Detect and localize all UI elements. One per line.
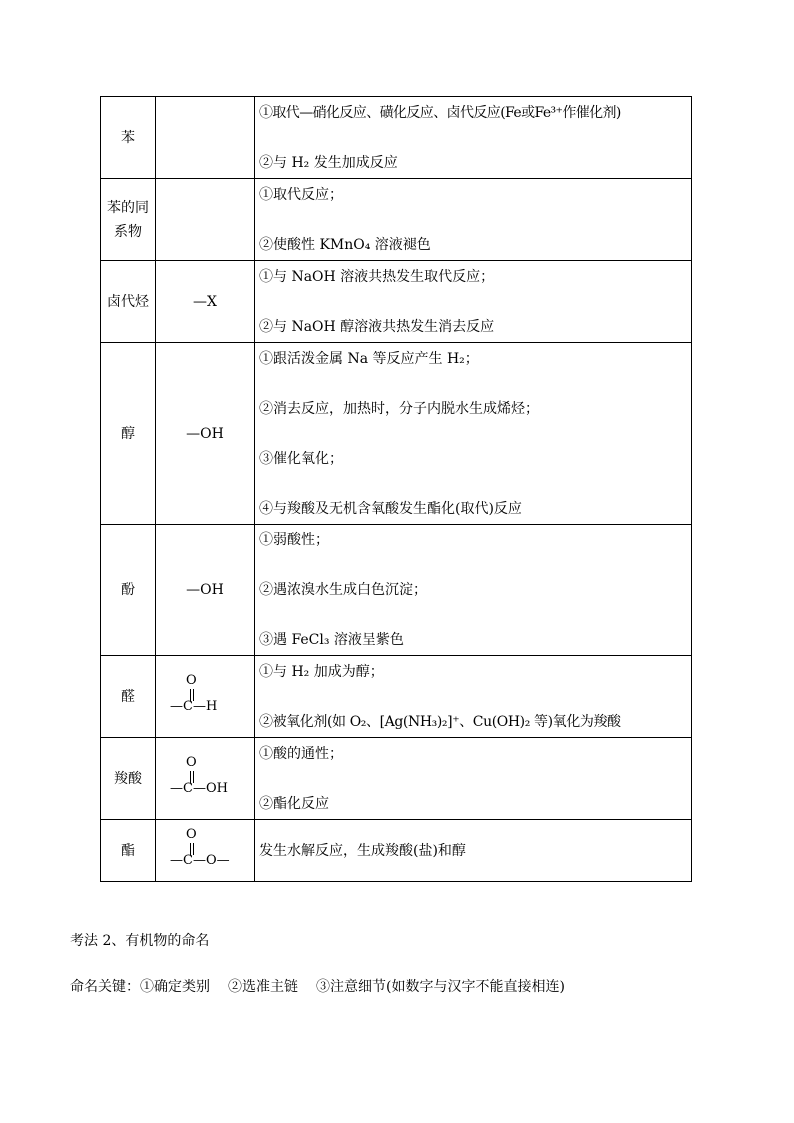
property-line: ②酯化反应: [259, 795, 329, 812]
property-line: ①弱酸性；: [259, 532, 329, 548]
functional-group: —X: [156, 261, 255, 343]
table-row: [101, 343, 692, 525]
naming-keys: [70, 976, 565, 996]
compound-name: 酯: [101, 820, 156, 882]
table-row: [101, 525, 692, 656]
table-row: [101, 656, 692, 738]
compound-name: 羧酸: [101, 738, 156, 820]
property-line: ②遇浓溴水生成白色沉淀；: [259, 582, 427, 598]
table-row: [101, 738, 692, 820]
properties-cell: [255, 738, 692, 820]
functional-group: [156, 656, 255, 738]
functional-group: [156, 820, 255, 882]
aldehyde-structure: O —C—H: [170, 672, 218, 714]
table-row: [101, 820, 692, 882]
property-line: ①跟活泼金属 Na 等反应产生 H₂；: [259, 350, 479, 367]
functional-group-table: [100, 96, 692, 882]
table-row: [101, 261, 692, 343]
table-row: [101, 97, 692, 179]
property-line: ①与 H₂ 加成为醇；: [259, 663, 384, 680]
table-row: [101, 179, 692, 261]
functional-group: [156, 738, 255, 820]
naming-key: ③注意细节(如数字与汉字不能直接相连): [316, 979, 565, 995]
naming-keys-label: 命名关键：: [70, 979, 140, 995]
property-line: ②与 H₂ 发生加成反应: [259, 154, 398, 171]
properties-cell: [255, 525, 692, 656]
property-line: ②被氧化剂(如 O₂、[Ag(NH₃)₂]⁺、Cu(OH)₂ 等)氧化为羧酸: [259, 713, 621, 730]
property-line: ③遇 FeCl₃ 溶液呈紫色: [259, 632, 404, 648]
property-line: ③催化氧化；: [259, 450, 343, 467]
compound-name: 苯的同系物: [101, 179, 156, 261]
properties-cell: [255, 656, 692, 738]
property-line: ①与 NaOH 溶液共热发生取代反应；: [259, 268, 495, 285]
property-line: ④与羧酸及无机含氧酸发生酯化(取代)反应: [259, 500, 522, 517]
compound-name: 苯: [101, 97, 156, 179]
functional-group: —OH: [156, 525, 255, 656]
property-line: ①取代—硝化反应、磺化反应、卤代反应(Fe或Fe³⁺作催化剂): [259, 104, 621, 121]
property-line: ②与 NaOH 醇溶液共热发生消去反应: [259, 318, 495, 335]
properties-cell: [255, 261, 692, 343]
property-line: 发生水解反应，生成羧酸(盐)和醇: [259, 842, 466, 859]
compound-name: 卤代烃: [101, 261, 156, 343]
properties-cell: [255, 343, 692, 525]
ester-structure: O —C—O—: [170, 826, 230, 868]
compound-name: 酚: [101, 525, 156, 656]
property-line: ①酸的通性；: [259, 745, 343, 762]
property-line: ①取代反应；: [259, 186, 343, 203]
property-line: ②使酸性 KMnO₄ 溶液褪色: [259, 236, 431, 253]
property-line: ②消去反应，加热时，分子内脱水生成烯烃；: [259, 400, 539, 417]
functional-group: —OH: [156, 343, 255, 525]
properties-cell: [255, 820, 692, 882]
carboxyl-structure: O —C—OH: [170, 754, 228, 796]
compound-name: 醇: [101, 343, 156, 525]
functional-group: [156, 179, 255, 261]
properties-cell: [255, 179, 692, 261]
functional-group: [156, 97, 255, 179]
naming-key: ①确定类别: [140, 979, 210, 995]
compound-name: 醛: [101, 656, 156, 738]
naming-key: ②选准主链: [228, 979, 298, 995]
section-heading: 考法 2、有机物的命名: [70, 933, 210, 949]
properties-cell: [255, 97, 692, 179]
